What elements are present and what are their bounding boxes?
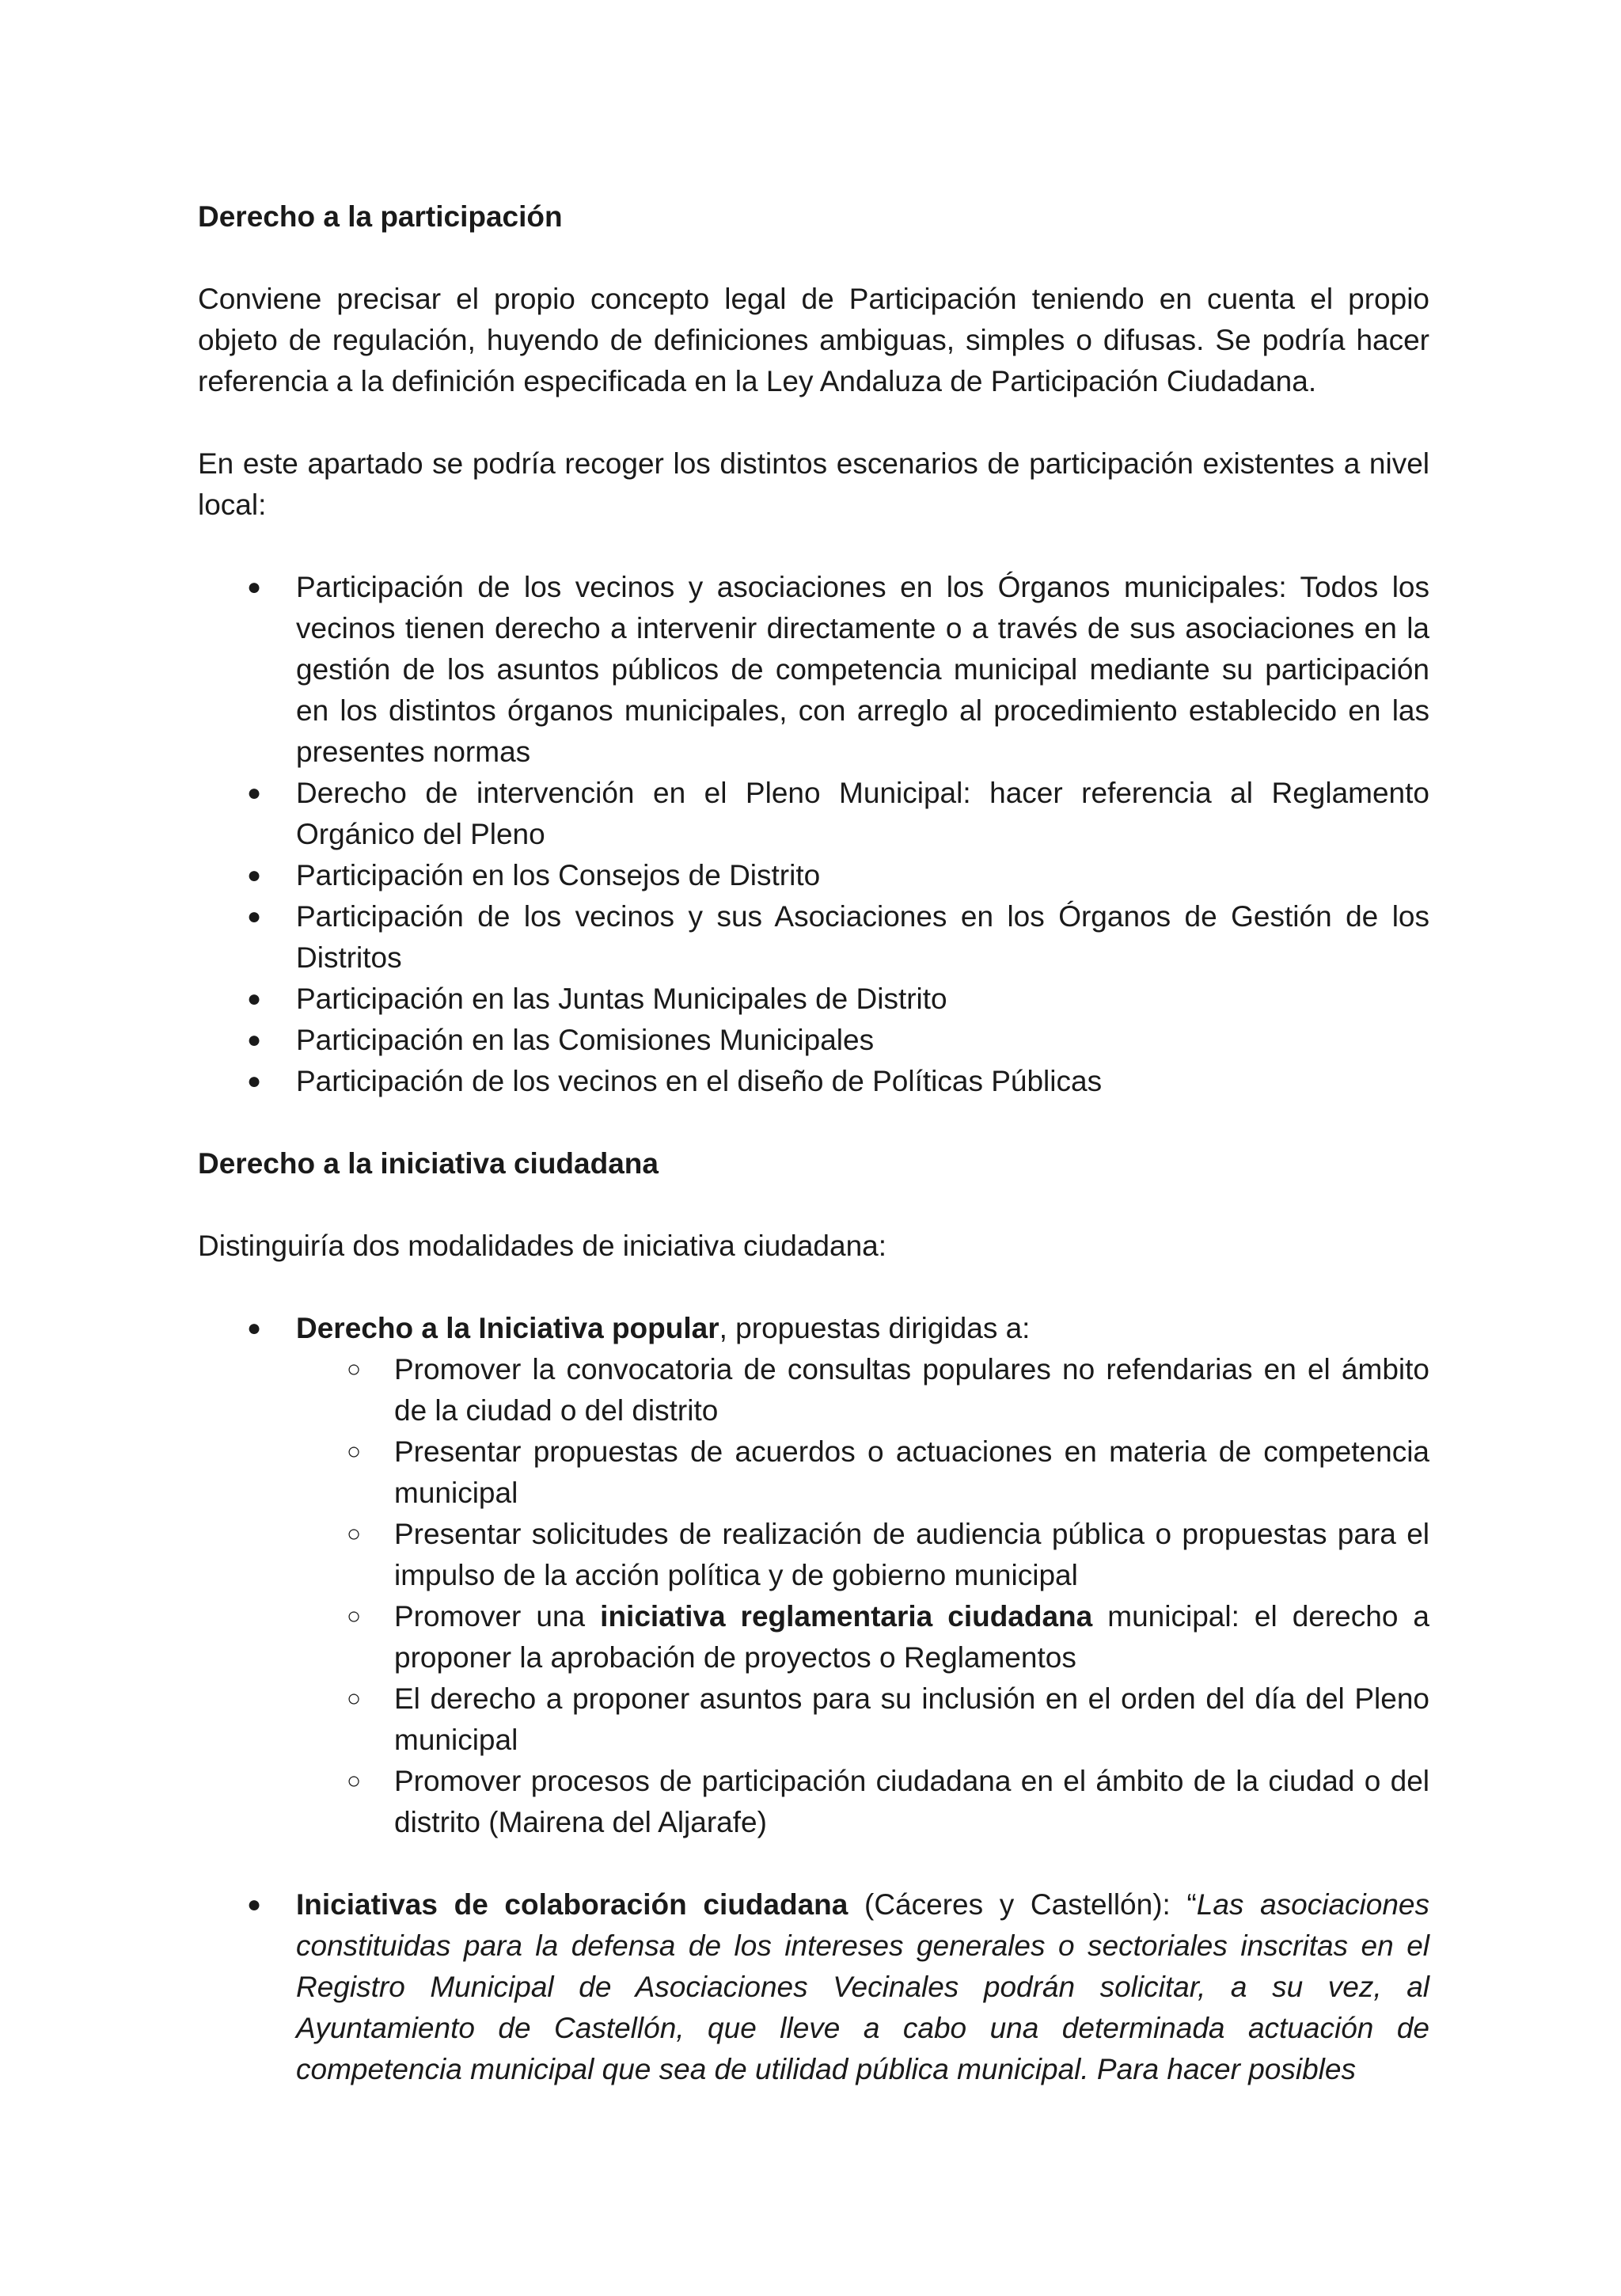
paragraph-concepto-participacion: Conviene precisar el propio concepto legal de Participación teniendo en cuenta el propio objeto de regulación, huyendo de definiciones ambiguas, simples o difusas. Se podría hacer referencia a la definición especificada en la Ley Andaluza de Participación Ciudadana.	[198, 283, 1429, 397]
heading-derecho-participacion: Derecho a la participación	[198, 200, 563, 233]
sublist-item-text: municipal: el derecho a proponer la aprobación de proyectos o Reglamentos	[394, 1600, 1430, 1674]
list-item-text: , propuestas dirigidas a:	[719, 1312, 1031, 1344]
sublist-item: ○ El derecho a proponer asuntos para su inclusión en el orden del día del Pleno municipal	[394, 1678, 1429, 1761]
sublist-item: ○ Promover procesos de participación ciudadana en el ámbito de la ciudad o del distrito (Mairena del Aljarafe)	[394, 1761, 1429, 1843]
list-escenarios-participacion	[198, 567, 1429, 1102]
list-item: ● Participación en las Comisiones Municipales	[296, 1020, 1429, 1061]
list-item-text: (Cáceres y Castellón): “	[848, 1888, 1197, 1921]
list-modalidades-iniciativa	[198, 1308, 1429, 2090]
sublist-item: ○ Presentar propuestas de acuerdos o actuaciones en materia de competencia municipal	[394, 1431, 1429, 1514]
paragraph-escenarios: En este apartado se podría recoger los distintos escenarios de participación existentes a nivel local:	[198, 447, 1429, 521]
heading-iniciativa-ciudadana: Derecho a la iniciativa ciudadana	[198, 1147, 659, 1180]
list-item: ● Participación en las Juntas Municipales de Distrito	[296, 979, 1429, 1020]
list-item: ● Participación de los vecinos y asociaciones en los Órganos municipales: Todos los vecinos tienen derecho a intervenir directamente o a través de sus asociaciones en la gestión de los asuntos públicos de competencia municipal mediante su participación en los distintos órganos municipales, con arreglo al procedimiento establecido en las presentes normas	[296, 567, 1429, 773]
list-item-bold-label: Iniciativas de colaboración ciudadana	[296, 1888, 848, 1921]
sublist-item-bold: iniciativa reglamentaria ciudadana	[600, 1600, 1093, 1633]
paragraph-modalidades: Distinguiría dos modalidades de iniciativa ciudadana:	[198, 1230, 887, 1262]
list-item-colaboracion-ciudadana	[296, 1884, 1429, 2090]
sublist-item-reglamentaria	[394, 1596, 1429, 1678]
sublist-propuestas	[296, 1349, 1429, 1843]
list-item: ● Participación de los vecinos en el diseño de Políticas Públicas	[296, 1061, 1429, 1102]
sublist-item-text: Promover una	[394, 1600, 601, 1633]
list-item: ● Participación en los Consejos de Distrito	[296, 855, 1429, 896]
document-page	[198, 196, 1429, 2131]
list-item: ● Derecho de intervención en el Pleno Municipal: hacer referencia al Reglamento Orgánico del Pleno	[296, 773, 1429, 855]
sublist-item: ○ Presentar solicitudes de realización de audiencia pública o propuestas para el impulso de la acción política y de gobierno municipal	[394, 1514, 1429, 1596]
list-item-iniciativa-popular	[296, 1308, 1429, 1843]
list-item-quote: Las asociaciones constituidas para la defensa de los intereses generales o sectoriales inscritas en el Registro Municipal de Asociaciones Vecinales podrán solicitar, a su vez, al Ayuntamiento de Castellón, que lleve a cabo una determinada actuación de competencia municipal que sea de utilidad pública municipal. Para hacer posibles	[296, 1888, 1430, 2085]
list-item-bold-label: Derecho a la Iniciativa popular	[296, 1312, 719, 1344]
list-item: ● Participación de los vecinos y sus Asociaciones en los Órganos de Gestión de los Distritos	[296, 896, 1429, 979]
sublist-item: ○ Promover la convocatoria de consultas populares no refendarias en el ámbito de la ciudad o del distrito	[394, 1349, 1429, 1431]
